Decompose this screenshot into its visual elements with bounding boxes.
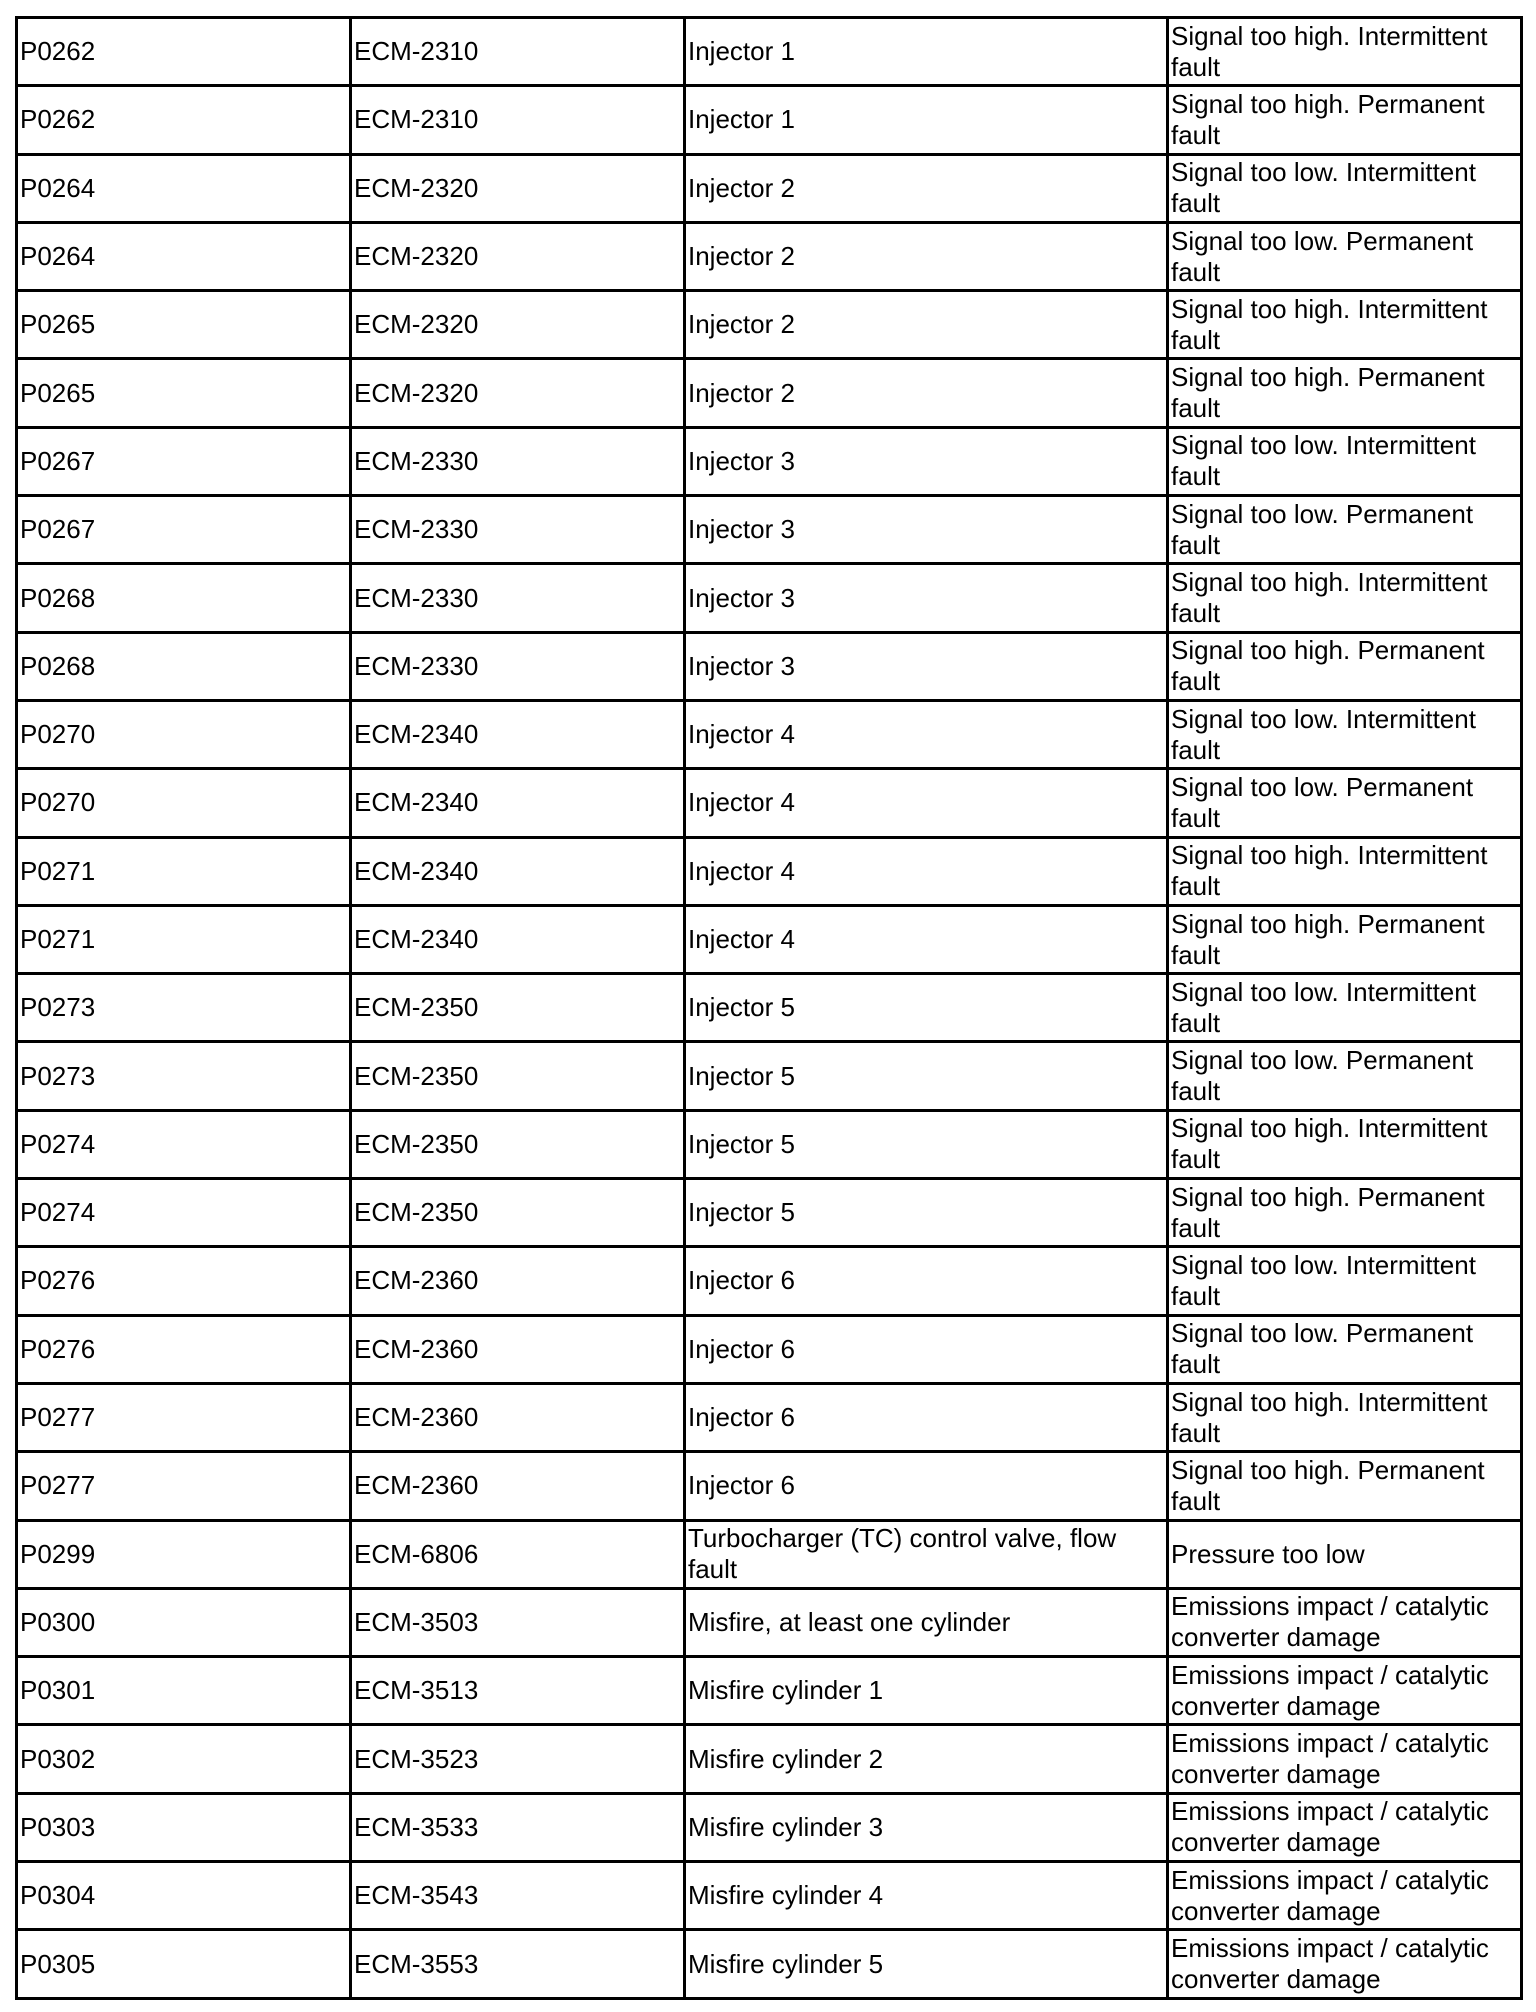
table-row	[17, 632, 1522, 700]
ecm-code-cell: ECM-2330	[351, 496, 685, 564]
ecm-code-cell: ECM-2320	[351, 154, 685, 222]
component-cell: Injector 4	[685, 837, 1168, 905]
dtc-code-cell: P0273	[17, 1042, 351, 1110]
table-row	[17, 154, 1522, 222]
fault-description-cell: Emissions impact / catalytic converter damage	[1168, 1862, 1522, 1930]
dtc-code-cell: P0267	[17, 496, 351, 564]
table-row	[17, 1315, 1522, 1383]
fault-description-cell: Signal too low. Permanent fault	[1168, 1042, 1522, 1110]
dtc-code-cell: P0262	[17, 18, 351, 86]
fault-description-cell: Signal too high. Permanent fault	[1168, 905, 1522, 973]
dtc-code-cell: P0277	[17, 1452, 351, 1520]
component-cell: Injector 3	[685, 632, 1168, 700]
dtc-code-cell: P0271	[17, 905, 351, 973]
table-row	[17, 359, 1522, 427]
component-cell: Injector 4	[685, 905, 1168, 973]
dtc-code-cell: P0273	[17, 974, 351, 1042]
fault-description-cell: Signal too low. Intermittent fault	[1168, 154, 1522, 222]
dtc-code-cell: P0299	[17, 1520, 351, 1588]
ecm-code-cell: ECM-2350	[351, 1042, 685, 1110]
ecm-code-cell: ECM-2310	[351, 86, 685, 154]
dtc-code-cell: P0276	[17, 1247, 351, 1315]
table-row	[17, 837, 1522, 905]
dtc-code-cell: P0274	[17, 1179, 351, 1247]
component-cell: Misfire cylinder 4	[685, 1862, 1168, 1930]
fault-description-cell: Emissions impact / catalytic converter damage	[1168, 1793, 1522, 1861]
component-cell: Injector 5	[685, 1179, 1168, 1247]
dtc-code-cell: P0301	[17, 1657, 351, 1725]
dtc-code-cell: P0270	[17, 700, 351, 768]
ecm-code-cell: ECM-2360	[351, 1247, 685, 1315]
component-cell: Injector 3	[685, 496, 1168, 564]
ecm-code-cell: ECM-2310	[351, 18, 685, 86]
dtc-code-cell: P0274	[17, 1110, 351, 1178]
component-cell: Misfire cylinder 3	[685, 1793, 1168, 1861]
table-row	[17, 222, 1522, 290]
component-cell: Misfire, at least one cylinder	[685, 1588, 1168, 1656]
fault-description-cell: Signal too high. Permanent fault	[1168, 359, 1522, 427]
table-row	[17, 1383, 1522, 1451]
component-cell: Injector 3	[685, 427, 1168, 495]
table-row	[17, 1110, 1522, 1178]
table-row	[17, 1657, 1522, 1725]
table-row	[17, 1793, 1522, 1861]
table-row	[17, 496, 1522, 564]
ecm-code-cell: ECM-3543	[351, 1862, 685, 1930]
ecm-code-cell: ECM-2330	[351, 427, 685, 495]
fault-description-cell: Signal too low. Intermittent fault	[1168, 427, 1522, 495]
ecm-code-cell: ECM-2320	[351, 222, 685, 290]
fault-description-cell: Pressure too low	[1168, 1520, 1522, 1588]
component-cell: Injector 2	[685, 222, 1168, 290]
fault-description-cell: Signal too low. Intermittent fault	[1168, 1247, 1522, 1315]
table-row	[17, 1588, 1522, 1656]
dtc-code-cell: P0270	[17, 769, 351, 837]
component-cell: Injector 2	[685, 154, 1168, 222]
ecm-code-cell: ECM-2360	[351, 1383, 685, 1451]
ecm-code-cell: ECM-3553	[351, 1930, 685, 1999]
component-cell: Misfire cylinder 5	[685, 1930, 1168, 1999]
ecm-code-cell: ECM-2330	[351, 632, 685, 700]
fault-description-cell: Signal too high. Permanent fault	[1168, 632, 1522, 700]
component-cell: Misfire cylinder 2	[685, 1725, 1168, 1793]
component-cell: Injector 1	[685, 18, 1168, 86]
fault-description-cell: Emissions impact / catalytic converter damage	[1168, 1588, 1522, 1656]
component-cell: Injector 1	[685, 86, 1168, 154]
dtc-code-cell: P0264	[17, 222, 351, 290]
fault-code-table-body	[17, 18, 1522, 1999]
table-row	[17, 291, 1522, 359]
ecm-code-cell: ECM-2350	[351, 1110, 685, 1178]
dtc-code-cell: P0304	[17, 1862, 351, 1930]
component-cell: Turbocharger (TC) control valve, flow fault	[685, 1520, 1168, 1588]
dtc-code-cell: P0302	[17, 1725, 351, 1793]
fault-description-cell: Signal too high. Intermittent fault	[1168, 291, 1522, 359]
table-row	[17, 1725, 1522, 1793]
fault-description-cell: Signal too low. Permanent fault	[1168, 1315, 1522, 1383]
table-row	[17, 905, 1522, 973]
dtc-code-cell: P0268	[17, 564, 351, 632]
component-cell: Injector 5	[685, 1110, 1168, 1178]
table-row	[17, 564, 1522, 632]
table-row	[17, 1179, 1522, 1247]
fault-description-cell: Signal too low. Permanent fault	[1168, 769, 1522, 837]
ecm-code-cell: ECM-2320	[351, 291, 685, 359]
table-row	[17, 1862, 1522, 1930]
ecm-code-cell: ECM-2350	[351, 974, 685, 1042]
ecm-code-cell: ECM-3513	[351, 1657, 685, 1725]
table-row	[17, 1247, 1522, 1315]
fault-description-cell: Signal too high. Permanent fault	[1168, 1179, 1522, 1247]
fault-description-cell: Signal too high. Intermittent fault	[1168, 564, 1522, 632]
fault-description-cell: Signal too low. Permanent fault	[1168, 222, 1522, 290]
fault-description-cell: Signal too high. Intermittent fault	[1168, 1110, 1522, 1178]
table-row	[17, 700, 1522, 768]
ecm-code-cell: ECM-2330	[351, 564, 685, 632]
table-row	[17, 86, 1522, 154]
table-row	[17, 1930, 1522, 1999]
fault-description-cell: Signal too high. Intermittent fault	[1168, 837, 1522, 905]
ecm-code-cell: ECM-6806	[351, 1520, 685, 1588]
component-cell: Injector 4	[685, 700, 1168, 768]
component-cell: Injector 6	[685, 1247, 1168, 1315]
ecm-code-cell: ECM-2340	[351, 905, 685, 973]
table-row	[17, 769, 1522, 837]
ecm-code-cell: ECM-2340	[351, 837, 685, 905]
component-cell: Injector 5	[685, 1042, 1168, 1110]
component-cell: Injector 5	[685, 974, 1168, 1042]
fault-description-cell: Emissions impact / catalytic converter damage	[1168, 1657, 1522, 1725]
component-cell: Injector 3	[685, 564, 1168, 632]
component-cell: Injector 6	[685, 1383, 1168, 1451]
table-row	[17, 974, 1522, 1042]
table-row	[17, 1042, 1522, 1110]
dtc-code-cell: P0276	[17, 1315, 351, 1383]
ecm-code-cell: ECM-2320	[351, 359, 685, 427]
ecm-code-cell: ECM-2360	[351, 1452, 685, 1520]
dtc-code-cell: P0277	[17, 1383, 351, 1451]
table-row	[17, 18, 1522, 86]
fault-code-table	[15, 16, 1523, 2000]
component-cell: Misfire cylinder 1	[685, 1657, 1168, 1725]
component-cell: Injector 2	[685, 359, 1168, 427]
ecm-code-cell: ECM-2340	[351, 769, 685, 837]
fault-description-cell: Signal too high. Permanent fault	[1168, 86, 1522, 154]
dtc-code-cell: P0264	[17, 154, 351, 222]
fault-description-cell: Signal too high. Permanent fault	[1168, 1452, 1522, 1520]
dtc-code-cell: P0300	[17, 1588, 351, 1656]
ecm-code-cell: ECM-2340	[351, 700, 685, 768]
dtc-code-cell: P0268	[17, 632, 351, 700]
component-cell: Injector 6	[685, 1452, 1168, 1520]
component-cell: Injector 4	[685, 769, 1168, 837]
dtc-code-cell: P0305	[17, 1930, 351, 1999]
ecm-code-cell: ECM-3503	[351, 1588, 685, 1656]
dtc-code-cell: P0265	[17, 291, 351, 359]
dtc-code-cell: P0303	[17, 1793, 351, 1861]
fault-description-cell: Signal too low. Permanent fault	[1168, 496, 1522, 564]
dtc-code-cell: P0262	[17, 86, 351, 154]
fault-description-cell: Signal too low. Intermittent fault	[1168, 700, 1522, 768]
fault-description-cell: Signal too high. Intermittent fault	[1168, 1383, 1522, 1451]
ecm-code-cell: ECM-3533	[351, 1793, 685, 1861]
ecm-code-cell: ECM-3523	[351, 1725, 685, 1793]
dtc-code-cell: P0267	[17, 427, 351, 495]
fault-description-cell: Emissions impact / catalytic converter damage	[1168, 1725, 1522, 1793]
fault-description-cell: Emissions impact / catalytic converter damage	[1168, 1930, 1522, 1999]
dtc-code-cell: P0265	[17, 359, 351, 427]
dtc-code-cell: P0271	[17, 837, 351, 905]
ecm-code-cell: ECM-2350	[351, 1179, 685, 1247]
ecm-code-cell: ECM-2360	[351, 1315, 685, 1383]
table-row	[17, 427, 1522, 495]
fault-description-cell: Signal too low. Intermittent fault	[1168, 974, 1522, 1042]
table-row	[17, 1520, 1522, 1588]
table-row	[17, 1452, 1522, 1520]
component-cell: Injector 6	[685, 1315, 1168, 1383]
fault-description-cell: Signal too high. Intermittent fault	[1168, 18, 1522, 86]
component-cell: Injector 2	[685, 291, 1168, 359]
